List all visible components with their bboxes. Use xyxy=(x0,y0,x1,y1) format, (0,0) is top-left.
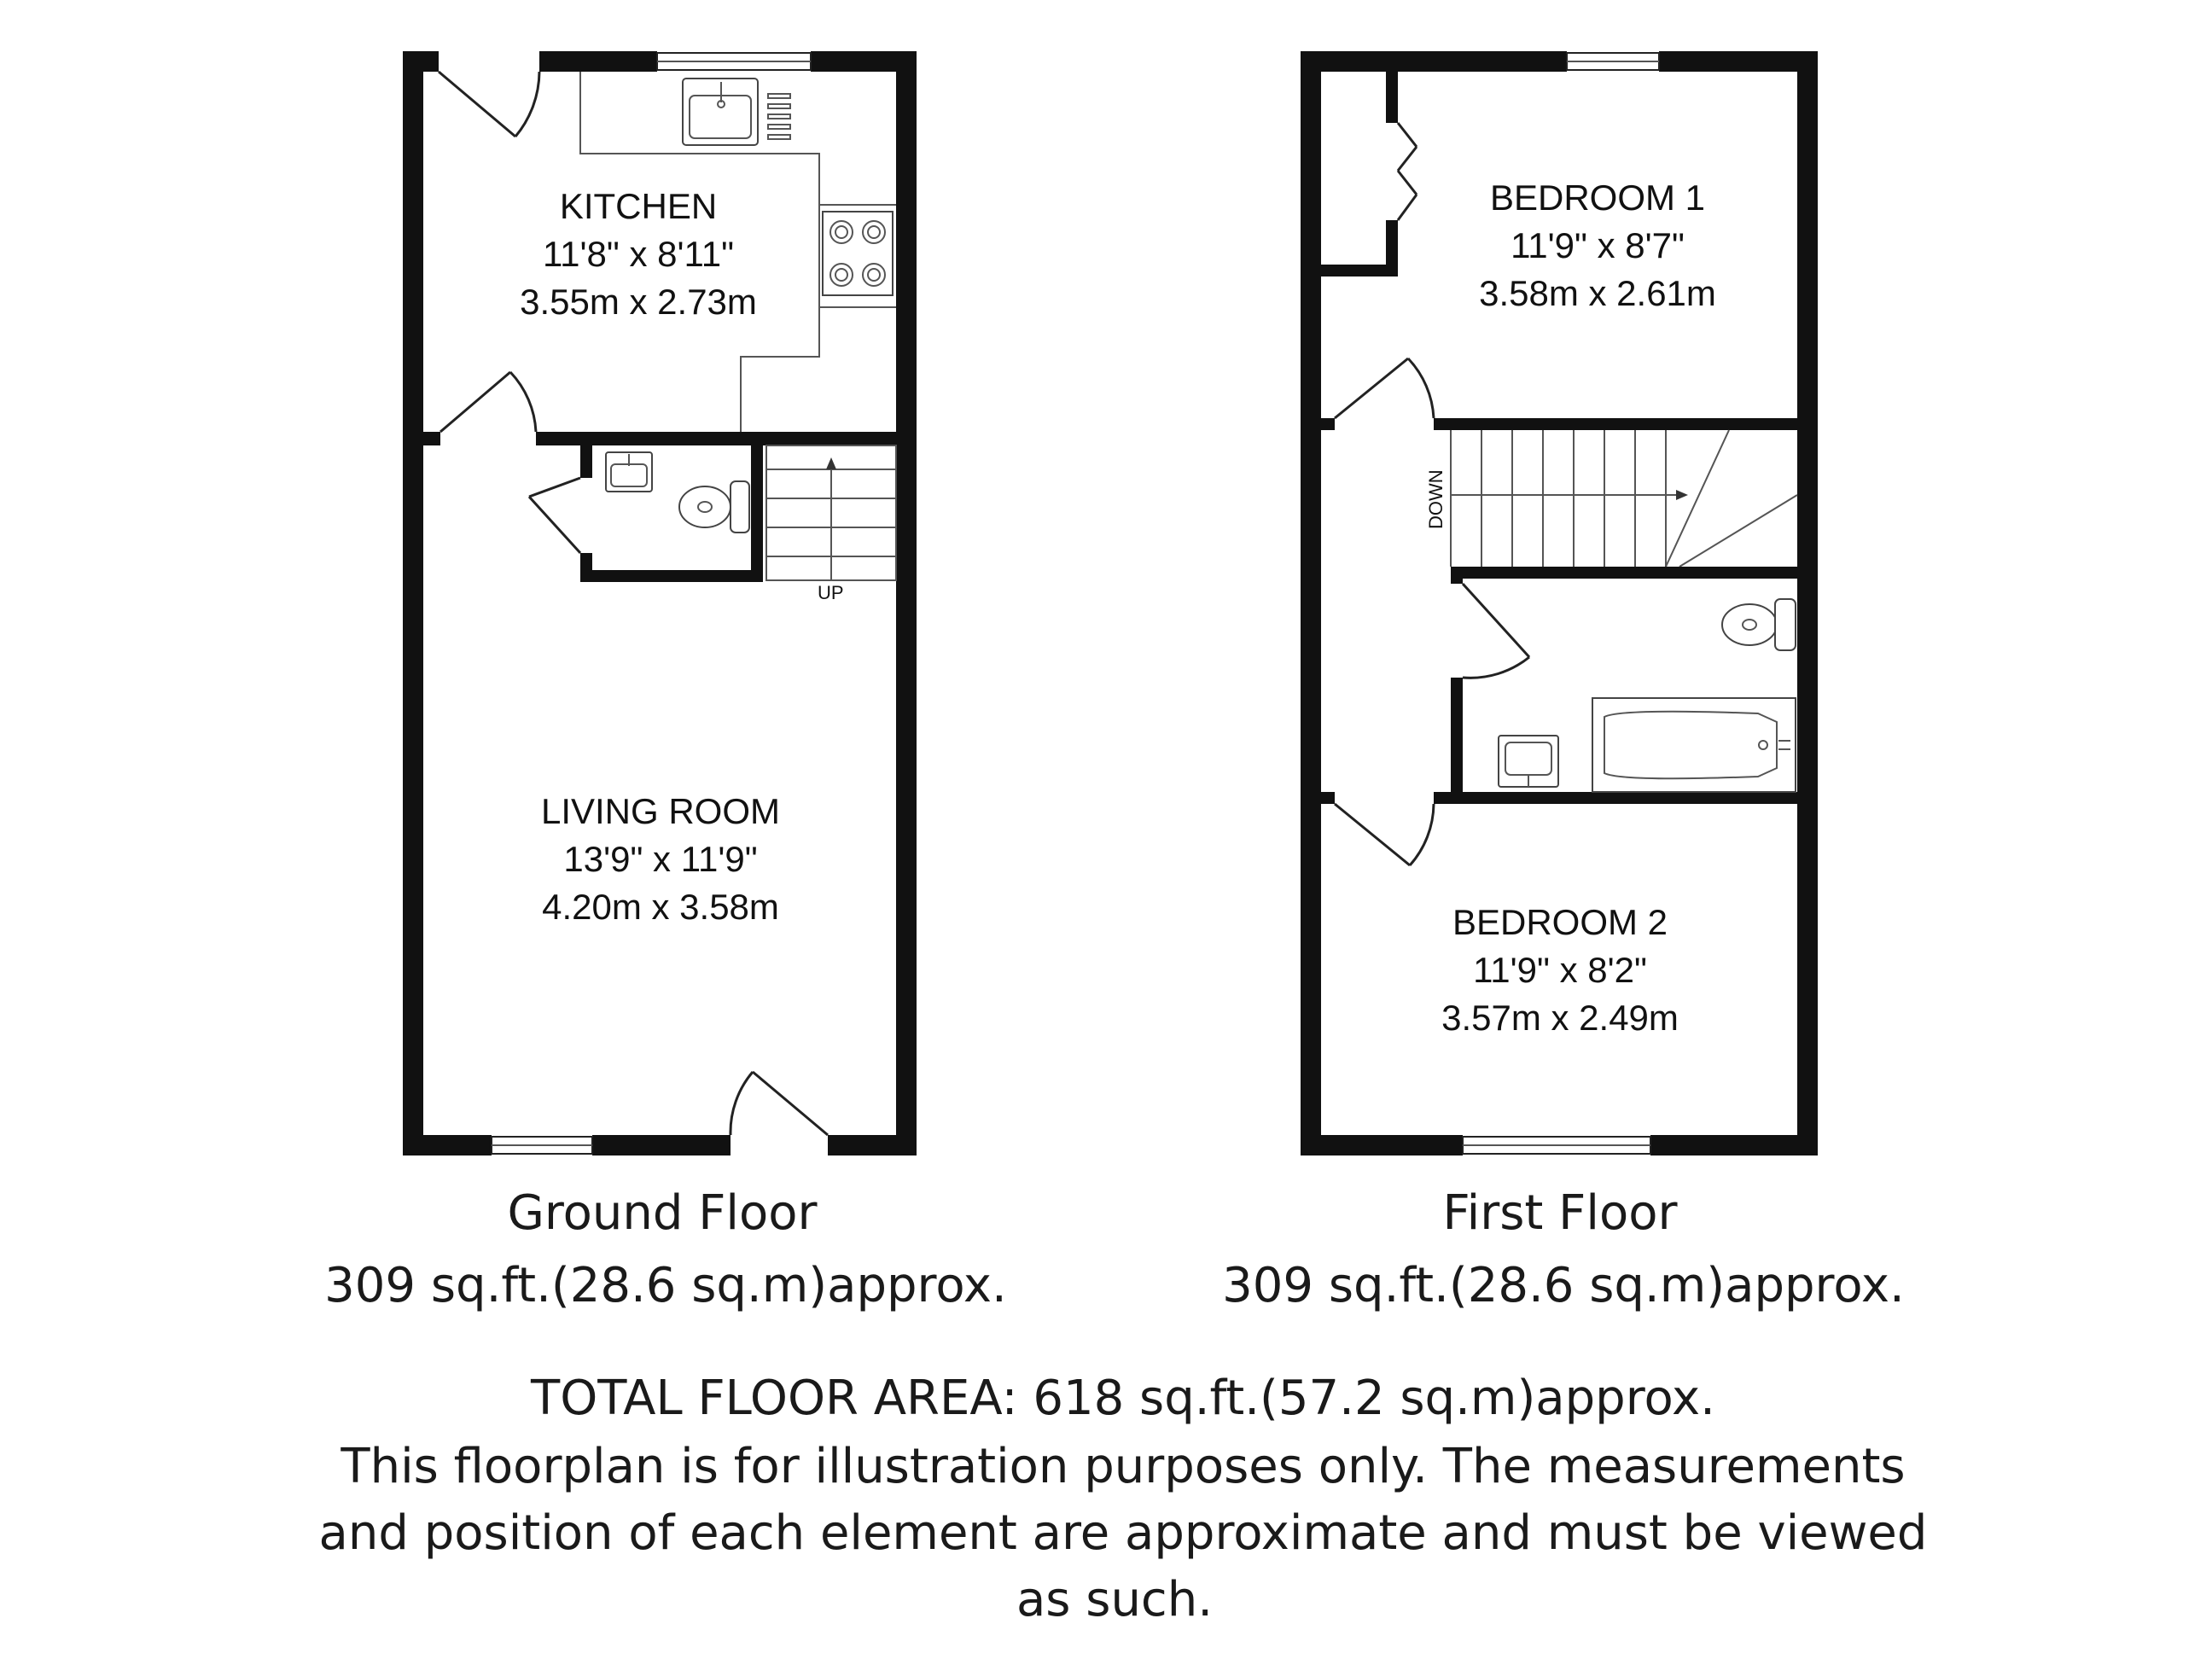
first-wall-top-right xyxy=(1659,51,1818,72)
living-room-imperial: 13'9" x 11'9" xyxy=(563,839,758,879)
disclaimer-line-2: and position of each element are approximate and must be viewed xyxy=(318,1505,1928,1561)
first-wall-bottom-right xyxy=(1650,1135,1818,1155)
bedroom2-door xyxy=(1335,804,1434,865)
wardrobe-wall-right xyxy=(1386,72,1398,123)
hob-icon xyxy=(823,212,893,295)
bedroom1-door xyxy=(1335,358,1434,418)
bathroom-wall-left-upper xyxy=(1451,567,1463,584)
disclaimer-line-3: as such. xyxy=(1016,1572,1214,1627)
wc-wall-right xyxy=(751,445,763,582)
kitchen-imperial: 11'8" x 8'11" xyxy=(542,234,735,274)
ground-wall-right xyxy=(896,51,917,1155)
wc-basin-icon xyxy=(606,452,652,492)
wc-toilet-icon xyxy=(679,481,749,533)
bedroom1-imperial: 11'9" x 8'7" xyxy=(1511,225,1685,265)
bathroom-wall-top xyxy=(1451,567,1818,579)
ground-wall-bottom-right xyxy=(828,1135,917,1155)
ground-floor-area: 309 sq.ft.(28.6 sq.m)approx. xyxy=(324,1258,1007,1313)
bedroom2-name: BEDROOM 2 xyxy=(1452,902,1668,942)
wc-wall-left xyxy=(580,445,592,478)
stairs-down-label: DOWN xyxy=(1425,469,1447,529)
ground-wall-stub xyxy=(423,432,440,445)
bath-icon xyxy=(1592,698,1796,792)
bathroom-basin-icon xyxy=(1499,736,1558,787)
bedroom1-wall-bottom xyxy=(1321,418,1335,430)
ground-wall-left xyxy=(403,51,423,1155)
first-floor-title: First Floor xyxy=(1442,1185,1678,1241)
first-floor-plan xyxy=(1301,51,1818,1155)
bedroom1-metric: 3.58m x 2.61m xyxy=(1479,273,1716,313)
wardrobe-doors xyxy=(1398,123,1417,220)
ground-wall-bottom-mid xyxy=(592,1135,731,1155)
ground-wall-interior xyxy=(536,432,905,445)
first-wall-bottom-left xyxy=(1301,1135,1463,1155)
kitchen-name: KITCHEN xyxy=(559,186,718,226)
ground-floor-plan xyxy=(403,51,917,1155)
first-wall-right xyxy=(1797,51,1818,1155)
bathroom-wall-left xyxy=(1451,678,1463,799)
stairs-up xyxy=(766,445,896,580)
bedroom1-name: BEDROOM 1 xyxy=(1489,178,1706,218)
wc-wall-bottom xyxy=(580,570,763,582)
landing-wall-top xyxy=(1434,418,1818,430)
front-door xyxy=(731,1072,828,1135)
bedroom2-wall-stub xyxy=(1321,792,1335,804)
bedroom2-metric: 3.57m x 2.49m xyxy=(1441,998,1679,1038)
drainer-icon xyxy=(768,94,790,139)
living-room-metric: 4.20m x 3.58m xyxy=(542,887,779,927)
wardrobe-wall-bottom xyxy=(1321,265,1398,276)
stairs-up-label: UP xyxy=(818,582,844,603)
bathroom-door xyxy=(1463,584,1529,678)
total-floor-area: TOTAL FLOOR AREA: 618 sq.ft.(57.2 sq.m)approx. xyxy=(531,1371,1715,1426)
kitchen-metric: 3.55m x 2.73m xyxy=(520,282,757,322)
bedroom2-imperial: 11'9" x 8'2" xyxy=(1473,950,1647,990)
bathroom-toilet-icon xyxy=(1722,599,1796,650)
bathroom-wall-bottom xyxy=(1434,792,1818,804)
wc-door xyxy=(529,478,580,553)
first-wall-top-left xyxy=(1301,51,1567,72)
stairs-down xyxy=(1451,430,1797,567)
disclaimer-line-1: This floorplan is for illustration purposes only. The measurements xyxy=(341,1439,1906,1494)
first-floor-area: 309 sq.ft.(28.6 sq.m)approx. xyxy=(1222,1258,1905,1313)
first-wall-left xyxy=(1301,51,1321,1155)
ground-floor-title: Ground Floor xyxy=(507,1185,818,1241)
ground-wall-bottom-left xyxy=(403,1135,492,1155)
ground-wall-top-mid xyxy=(539,51,657,72)
living-room-name: LIVING ROOM xyxy=(540,791,781,831)
kitchen-living-door xyxy=(440,372,536,432)
kitchen-external-door xyxy=(439,72,539,137)
